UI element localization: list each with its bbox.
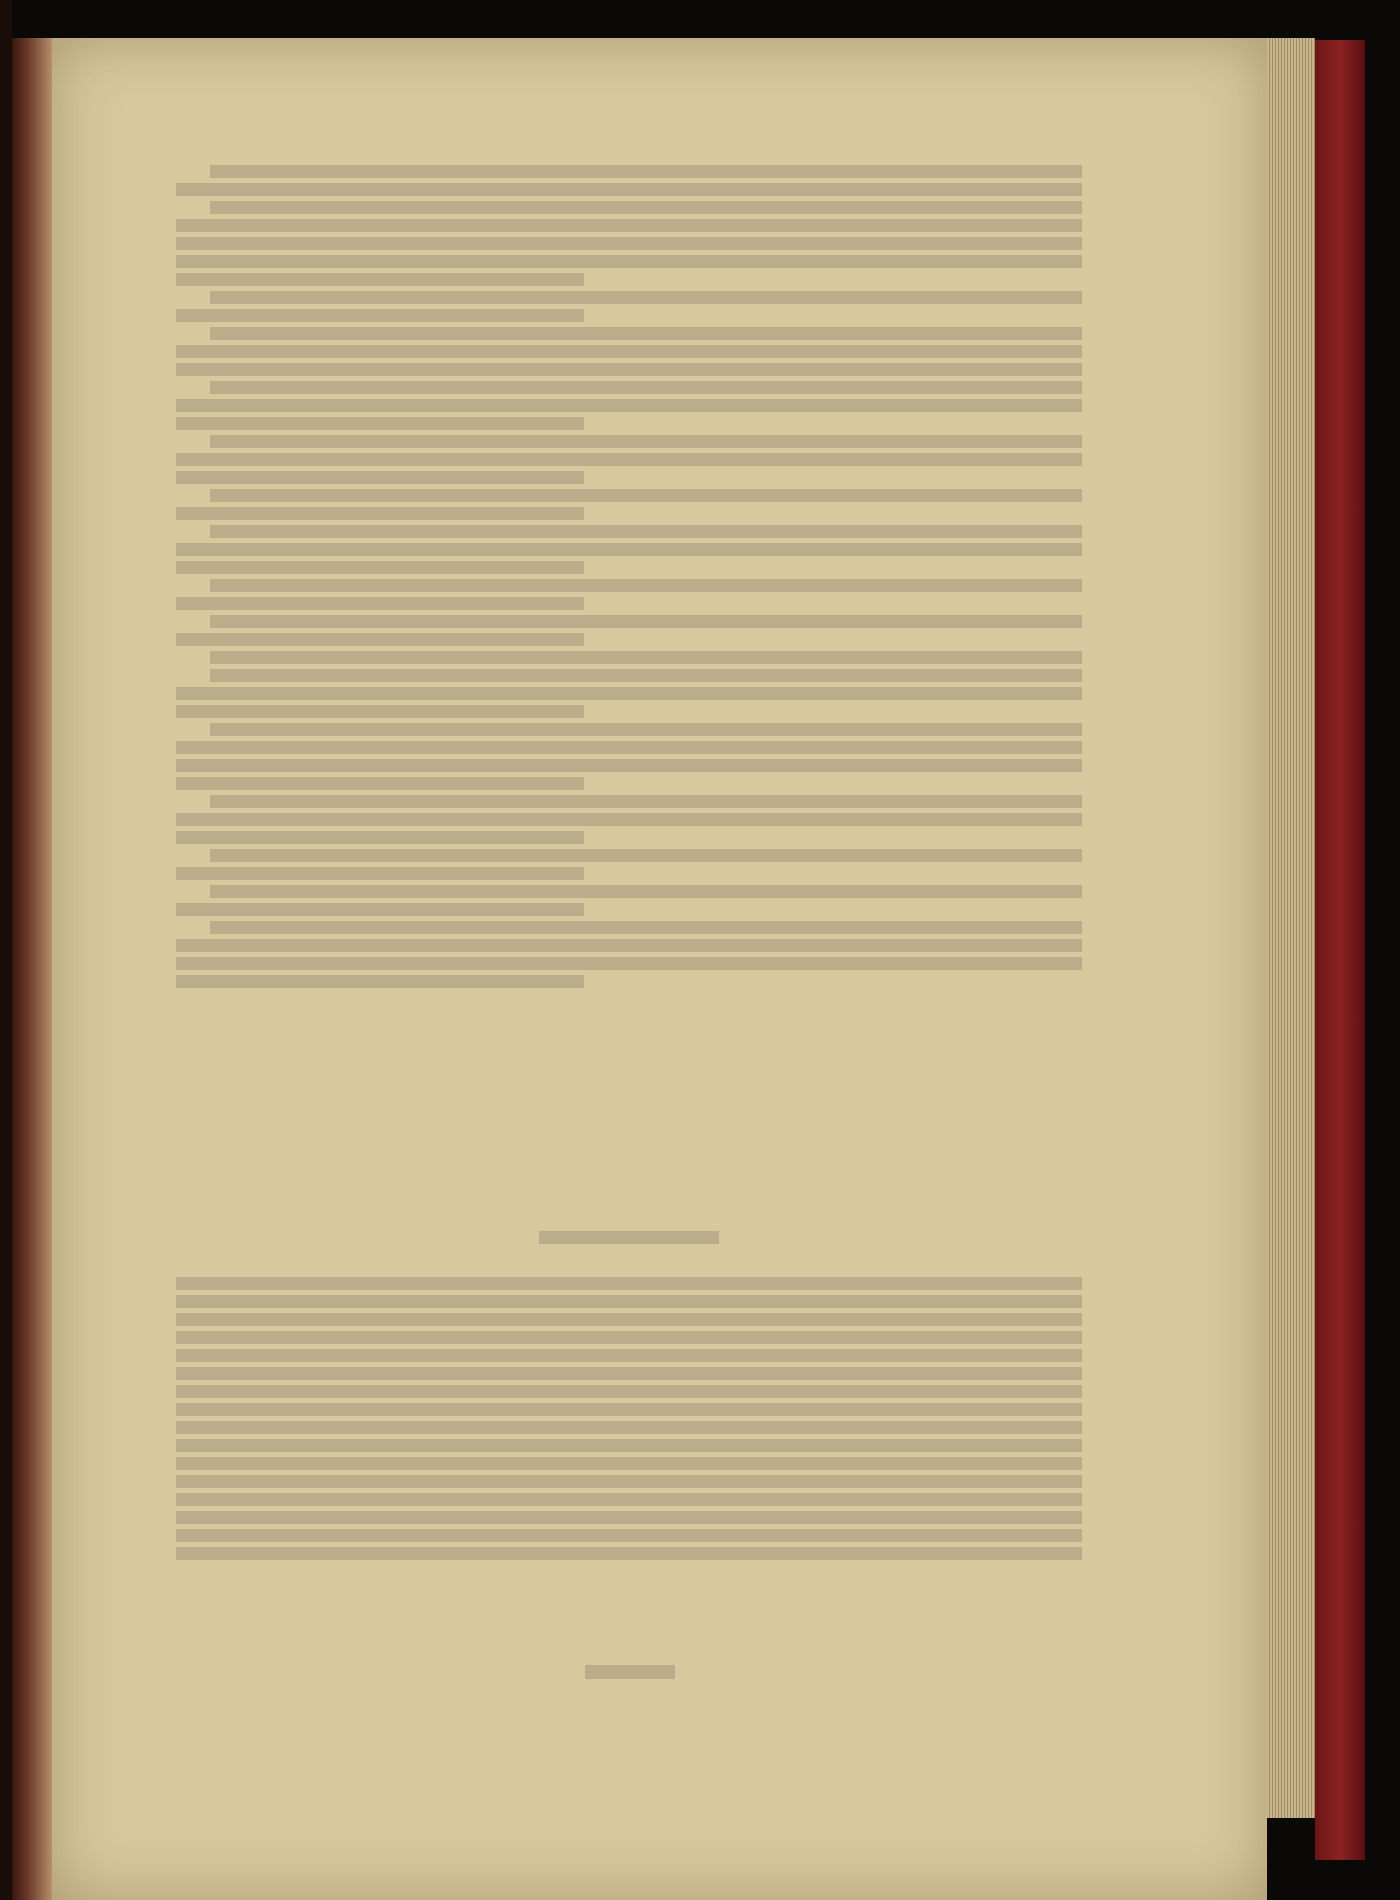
paragraph bbox=[176, 1385, 1082, 1398]
paragraph bbox=[176, 417, 584, 430]
paragraph bbox=[210, 435, 1082, 448]
paragraph bbox=[210, 525, 1082, 538]
page-number bbox=[560, 1660, 700, 1684]
margin-note-line bbox=[1085, 168, 1205, 186]
paragraph bbox=[176, 705, 584, 718]
paragraph bbox=[176, 1457, 1082, 1470]
body-text bbox=[176, 160, 1082, 993]
paragraph bbox=[176, 1349, 1082, 1362]
paragraph bbox=[176, 273, 584, 286]
applause-text bbox=[539, 1231, 719, 1244]
paragraph bbox=[176, 813, 1082, 826]
paragraph bbox=[176, 399, 1082, 412]
paragraph bbox=[176, 183, 1082, 196]
paragraph bbox=[176, 471, 584, 484]
margin-note-line bbox=[1085, 186, 1205, 204]
paragraph bbox=[210, 795, 1082, 808]
paragraph bbox=[176, 1313, 1082, 1326]
paragraph bbox=[176, 741, 1082, 754]
paragraph bbox=[176, 1277, 1082, 1290]
paragraph bbox=[176, 633, 584, 646]
paragraph bbox=[176, 1439, 1082, 1452]
page-stack bbox=[1267, 38, 1315, 1818]
paragraph bbox=[176, 957, 1082, 970]
cover-strip-right bbox=[1315, 40, 1365, 1860]
paragraph bbox=[210, 615, 1082, 628]
paragraph bbox=[176, 1529, 1082, 1542]
paragraph bbox=[210, 669, 1082, 682]
page-number-text bbox=[585, 1665, 675, 1679]
paragraph bbox=[176, 975, 584, 988]
paragraph bbox=[210, 921, 1082, 934]
paragraph bbox=[176, 255, 1082, 268]
paragraph bbox=[210, 327, 1082, 340]
paragraph bbox=[210, 579, 1082, 592]
speaker-section bbox=[176, 1272, 1082, 1565]
paragraph bbox=[176, 345, 1082, 358]
paragraph bbox=[176, 309, 584, 322]
paragraph bbox=[176, 363, 1082, 376]
paragraph bbox=[176, 597, 584, 610]
paragraph bbox=[176, 453, 1082, 466]
paragraph bbox=[210, 885, 1082, 898]
paragraph bbox=[176, 939, 1082, 952]
paragraph bbox=[176, 903, 584, 916]
paragraph bbox=[210, 165, 1082, 178]
paragraph bbox=[176, 1547, 1082, 1560]
paragraph bbox=[176, 687, 1082, 700]
paragraph bbox=[176, 1367, 1082, 1380]
paragraph bbox=[176, 1511, 1082, 1524]
paragraph bbox=[176, 1421, 1082, 1434]
paragraph bbox=[210, 651, 1082, 664]
paragraph bbox=[176, 759, 1082, 772]
paragraph bbox=[210, 291, 1082, 304]
paragraph bbox=[176, 219, 1082, 232]
paragraph bbox=[210, 849, 1082, 862]
paragraph bbox=[176, 1493, 1082, 1506]
applause-line bbox=[176, 1228, 1082, 1249]
paragraph bbox=[176, 1295, 1082, 1308]
paragraph bbox=[176, 777, 584, 790]
paragraph bbox=[176, 543, 1082, 556]
paragraph bbox=[176, 561, 584, 574]
paragraph bbox=[210, 723, 1082, 736]
margin-note bbox=[1085, 168, 1205, 204]
paragraph bbox=[176, 1475, 1082, 1488]
paragraph bbox=[176, 831, 584, 844]
paragraph bbox=[210, 381, 1082, 394]
book-edge bbox=[0, 0, 12, 1900]
paragraph bbox=[176, 867, 584, 880]
paragraph bbox=[176, 1331, 1082, 1344]
paragraph bbox=[176, 1403, 1082, 1416]
paragraph bbox=[210, 201, 1082, 214]
paragraph bbox=[176, 507, 584, 520]
paragraph bbox=[210, 489, 1082, 502]
paragraph bbox=[176, 237, 1082, 250]
cover-strip-left bbox=[12, 38, 52, 1900]
